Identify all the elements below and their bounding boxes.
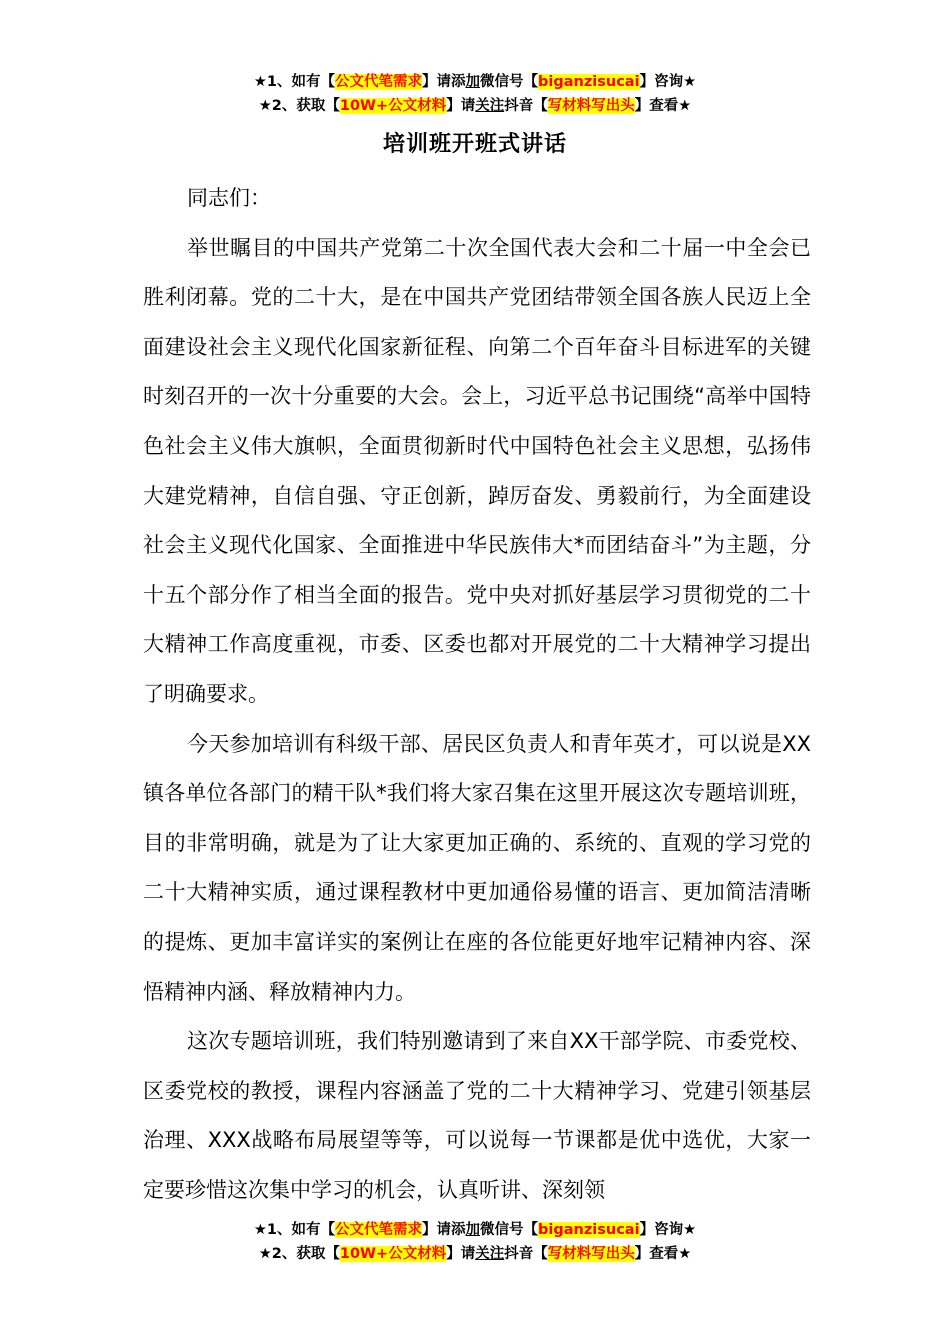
douyin-account: 写材料写出头: [547, 98, 635, 114]
promo-text: ★1、如有【: [253, 1222, 336, 1238]
promo-highlight: 10W+公文材料: [339, 1246, 447, 1262]
promo-text: ★2、获取【: [258, 98, 340, 114]
promo-text: 】请: [446, 1246, 476, 1262]
promo-text: 】查看★: [634, 1246, 692, 1262]
wechat-id: biganzisucai: [538, 74, 640, 90]
promo-line-2: [0, 1242, 950, 1266]
document-body: [143, 174, 811, 1215]
promo-text: 】查看★: [634, 98, 692, 114]
promo-text: 加: [465, 1222, 481, 1238]
promo-text: 】请添: [422, 1222, 466, 1238]
promo-text: 关注: [475, 98, 505, 114]
promo-highlight: 公文代笔需求: [335, 74, 423, 90]
promo-text: 抖音【: [504, 1246, 548, 1262]
promo-highlight: 公文代笔需求: [335, 1222, 423, 1238]
wechat-id: biganzisucai: [538, 1222, 640, 1238]
promo-text: 】咨询★: [639, 1222, 697, 1238]
paragraph: 举世瞩目的中国共产党第二十次全国代表大会和二十届一中全会已胜利闭幕。党的二十大，是在中国共产党团结带领全国各族人民迈上全面建设社会主义现代化国家新征程、向第二个百年奋斗目标进军的关键时刻召开的一次十分重要的大会。会上，习近平总书记围绕“高举中国特色社会主义伟大旗帜，全面贯彻新时代中国特色社会主义思想，弘扬伟大建党精神，自信自强、守正创新，踔厉奋发、勇毅前行，为全面建设社会主义现代化国家、全面推进中华民族伟大*而团结奋斗”为主题，分十五个部分作了相当全面的报告。党中央对抓好基层学习贯彻党的二十大精神工作高度重视，市委、区委也都对开展党的二十大精神学习提出了明确要求。: [143, 235, 811, 706]
promo-text: 微信号【: [480, 74, 539, 90]
promo-text: 抖音【: [504, 98, 548, 114]
promo-banner-top: [0, 70, 950, 118]
promo-text: 微信号【: [480, 1222, 539, 1238]
promo-text: 】请: [446, 98, 476, 114]
paragraph: 今天参加培训有科级干部、居民区负责人和青年英才，可以说是XX镇各单位各部门的精干队*我们将大家召集在这里开展这次专题培训班，目的非常明确，就是为了让大家更加正确的、系统的、直观的学习党的二十大精神实质，通过课程教材中更加通俗易懂的语言、更加简洁清晰的提炼、更加丰富详实的案例让在座的各位能更好地牢记精神内容、深悟精神内涵、释放精神内力。: [143, 731, 811, 1004]
promo-text: ★2、获取【: [258, 1246, 340, 1262]
promo-text: 】请添: [422, 74, 466, 90]
douyin-account: 写材料写出头: [547, 1246, 635, 1262]
promo-line-1: [0, 1218, 950, 1242]
promo-text: 关注: [475, 1246, 505, 1262]
promo-text: 】咨询★: [639, 74, 697, 90]
promo-text: ★1、如有【: [253, 74, 336, 90]
document-title: 培训班开班式讲话: [382, 132, 567, 157]
salutation: 同志们：: [187, 186, 271, 210]
promo-line-2: [0, 94, 950, 118]
promo-highlight: 10W+公文材料: [339, 98, 447, 114]
promo-line-1: [0, 70, 950, 94]
promo-text: 加: [465, 74, 481, 90]
promo-banner-bottom: [0, 1218, 950, 1266]
paragraph: 这次专题培训班，我们特别邀请到了来自XX干部学院、市委党校、区委党校的教授，课程内容涵盖了党的二十大精神学习、党建引领基层治理、XXX战略布局展望等等，可以说每一节课都是优中选优，大家一定要珍惜这次集中学习的机会，认真听讲、深刻领: [143, 1029, 811, 1202]
